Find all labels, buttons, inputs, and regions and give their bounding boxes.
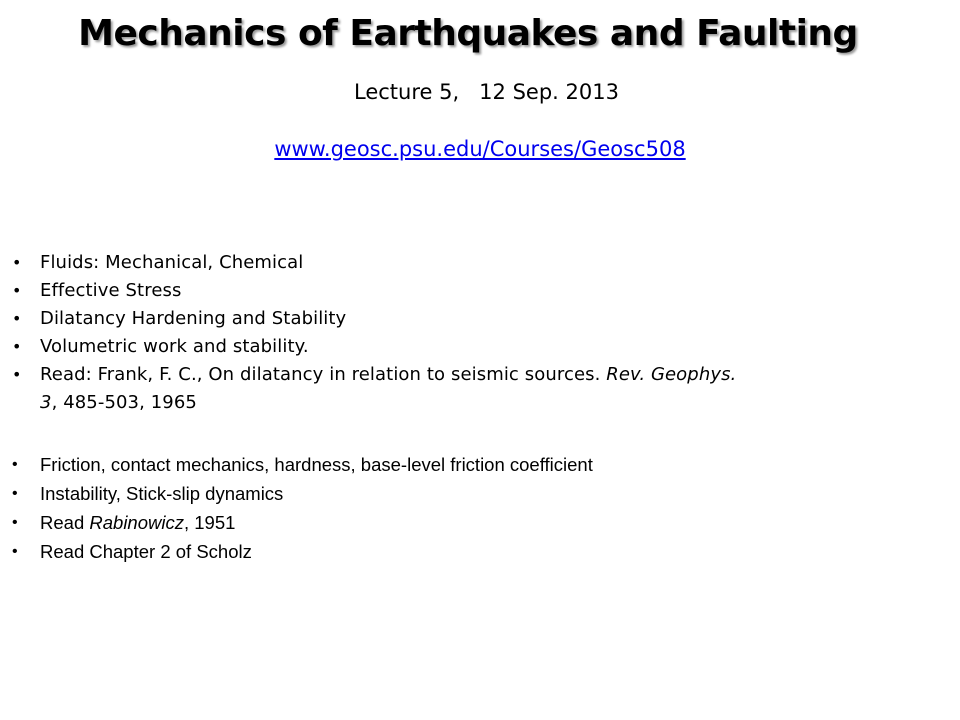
reading-frank-journal: Rev. Geophys. bbox=[606, 364, 737, 385]
reading-rabinowicz-suffix: , 1951 bbox=[183, 512, 236, 533]
bullet-icon: • bbox=[12, 456, 18, 473]
reading-rabinowicz-author: Rabinowicz bbox=[89, 512, 184, 533]
list-item-text: Fluids: Mechanical, Chemical bbox=[40, 252, 304, 273]
bullet-icon: • bbox=[12, 543, 18, 560]
reading-rabinowicz bbox=[0, 508, 930, 537]
bullet-icon: • bbox=[12, 337, 22, 356]
list-item-text: Instability, Stick-slip dynamics bbox=[40, 483, 284, 504]
reading-rabinowicz-prefix: Read bbox=[40, 512, 90, 533]
reading-frank-volume: 3 bbox=[40, 392, 52, 413]
list-item bbox=[0, 277, 930, 305]
list-item-text: Dilatancy Hardening and Stability bbox=[40, 308, 347, 329]
bullet-icon: • bbox=[12, 365, 22, 384]
list-item-text: Volumetric work and stability. bbox=[40, 336, 309, 357]
reading-frank-suffix: , 485-503, 1965 bbox=[51, 392, 197, 413]
list-item bbox=[0, 249, 930, 277]
list-item bbox=[0, 479, 930, 508]
slide-title: Mechanics of Earthquakes and Faulting bbox=[78, 13, 858, 54]
topic-list-1 bbox=[0, 249, 930, 417]
bullet-icon: • bbox=[12, 485, 18, 502]
bullet-icon: • bbox=[12, 281, 22, 300]
bullet-icon: • bbox=[12, 253, 22, 272]
reading-scholz-text: Read Chapter 2 of Scholz bbox=[40, 541, 252, 562]
topic-list-2 bbox=[0, 450, 930, 566]
list-item bbox=[0, 450, 930, 479]
list-item-text: Friction, contact mechanics, hardness, base-level friction coefficient bbox=[40, 454, 593, 475]
course-link[interactable]: www.geosc.psu.edu/Courses/Geosc508 bbox=[274, 137, 686, 161]
lecture-subtitle: Lecture 5, 12 Sep. 2013 bbox=[354, 80, 619, 104]
bullet-icon: • bbox=[12, 309, 22, 328]
reading-frank bbox=[0, 361, 930, 417]
list-item-text: Effective Stress bbox=[40, 280, 182, 301]
bullet-icon: • bbox=[12, 514, 18, 531]
reading-frank-prefix: Read: Frank, F. C., On dilatancy in relation to seismic sources. bbox=[40, 364, 607, 385]
reading-scholz bbox=[0, 537, 930, 566]
list-item bbox=[0, 333, 930, 361]
list-item bbox=[0, 305, 930, 333]
